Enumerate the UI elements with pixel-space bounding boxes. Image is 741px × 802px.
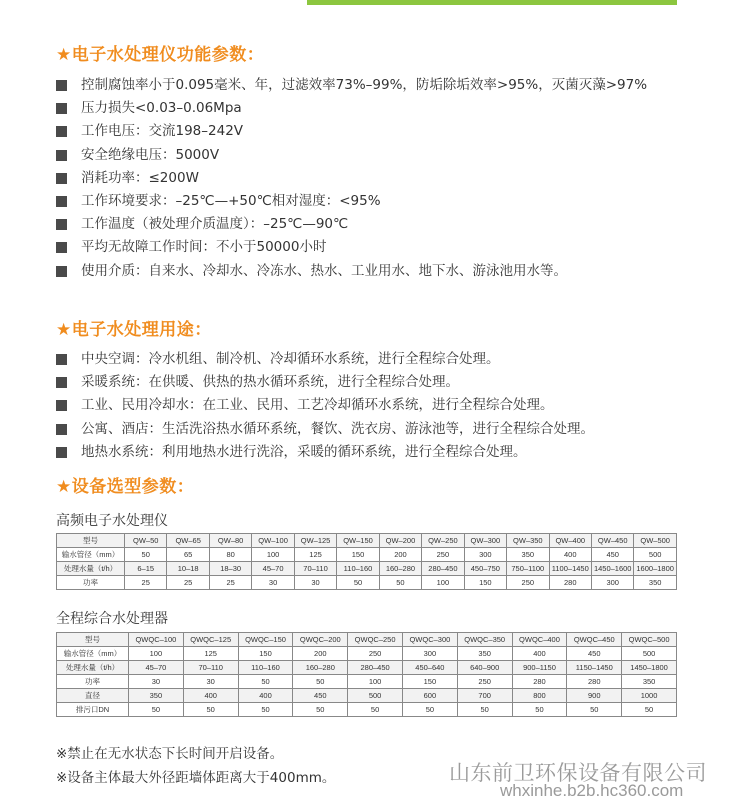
bullet-square-icon bbox=[56, 424, 67, 435]
row-header-cell: 排污口DN bbox=[57, 703, 129, 717]
list-item-text: 工作温度（被处理介质温度）：–25℃—90℃ bbox=[81, 216, 349, 233]
table-cell: 400 bbox=[238, 689, 293, 703]
table-cell: 280–450 bbox=[422, 562, 464, 576]
table-cell: 350 bbox=[634, 576, 676, 590]
bullet-square-icon bbox=[56, 219, 67, 230]
table-cell: 900–1150 bbox=[512, 661, 567, 675]
table-cell: 160–280 bbox=[293, 661, 348, 675]
table-cell: 200 bbox=[379, 548, 421, 562]
table-cell: 500 bbox=[622, 647, 677, 661]
bullet-square-icon bbox=[56, 377, 67, 388]
table-cell: 125 bbox=[183, 647, 238, 661]
bullet-square-icon bbox=[56, 103, 67, 114]
table-cell: 30 bbox=[183, 675, 238, 689]
list-item bbox=[56, 97, 696, 120]
table-cell: QW–500 bbox=[634, 534, 676, 548]
table-cell: QW–250 bbox=[422, 534, 464, 548]
row-header-cell: 型号 bbox=[57, 534, 125, 548]
table-row bbox=[57, 633, 677, 647]
table-cell: 25 bbox=[167, 576, 209, 590]
table-cell: 50 bbox=[512, 703, 567, 717]
bullet-square-icon bbox=[56, 400, 67, 411]
table-cell: 900 bbox=[567, 689, 622, 703]
high-frequency-spec-table bbox=[56, 533, 677, 590]
row-header-cell: 输水管径（mm） bbox=[57, 647, 129, 661]
bullet-square-icon bbox=[56, 354, 67, 365]
row-header-cell: 处理水量（t/h） bbox=[57, 562, 125, 576]
table-cell: 450–640 bbox=[402, 661, 457, 675]
table-cell: 30 bbox=[252, 576, 294, 590]
row-header-cell: 输水管径（mm） bbox=[57, 548, 125, 562]
table-cell: 100 bbox=[252, 548, 294, 562]
table-row bbox=[57, 675, 677, 689]
table-cell: 250 bbox=[457, 675, 512, 689]
table-cell: 70–110 bbox=[183, 661, 238, 675]
note-2: ※设备主体最大外径距墙体距离大于400mm。 bbox=[56, 770, 336, 786]
note-1: ※禁止在无水状态下长时间开启设备。 bbox=[56, 746, 284, 762]
table-cell: 110–160 bbox=[238, 661, 293, 675]
table-row bbox=[57, 548, 677, 562]
table-cell: 80 bbox=[209, 548, 251, 562]
table1-title: 高频电子水处理仪 bbox=[56, 513, 168, 529]
table-cell: 45–70 bbox=[129, 661, 184, 675]
list-item-text: 压力损失<0.03–0.06Mpa bbox=[81, 100, 242, 117]
table-row bbox=[57, 534, 677, 548]
table-cell: QW–80 bbox=[209, 534, 251, 548]
bullet-square-icon bbox=[56, 80, 67, 91]
list-item-text: 工作电压：交流198–242V bbox=[81, 123, 244, 140]
table-cell: 1000 bbox=[622, 689, 677, 703]
table-cell: 300 bbox=[464, 548, 506, 562]
table-cell: QWQC–300 bbox=[402, 633, 457, 647]
list-item bbox=[56, 348, 696, 371]
table-cell: QWQC–125 bbox=[183, 633, 238, 647]
bullet-square-icon bbox=[56, 150, 67, 161]
section-heading-uses: ★电子水处理用途： bbox=[56, 320, 212, 340]
list-item bbox=[56, 236, 696, 259]
table-cell: 350 bbox=[622, 675, 677, 689]
list-item-text: 中央空调：冷水机组、制冷机、冷却循环水系统，进行全程综合处理。 bbox=[81, 351, 500, 367]
table-cell: 50 bbox=[379, 576, 421, 590]
table-cell: 1150–1450 bbox=[567, 661, 622, 675]
table-cell: 280 bbox=[549, 576, 591, 590]
list-item-text: 平均无故障工作时间：不小于50000小时 bbox=[81, 239, 327, 256]
table-cell: 50 bbox=[457, 703, 512, 717]
table-cell: QW–100 bbox=[252, 534, 294, 548]
table-cell: 160–280 bbox=[379, 562, 421, 576]
table-cell: 6–15 bbox=[125, 562, 167, 576]
table-cell: 50 bbox=[238, 675, 293, 689]
table-row bbox=[57, 576, 677, 590]
table-cell: 700 bbox=[457, 689, 512, 703]
list-item-text: 控制腐蚀率小于0.095毫米、年，过滤效率73%–99%，防垢除垢效率>95%，灭菌灭藻>97% bbox=[81, 77, 648, 93]
table-cell: 1600–1800 bbox=[634, 562, 676, 576]
params-list bbox=[56, 74, 696, 283]
table-cell: QWQC–100 bbox=[129, 633, 184, 647]
list-item bbox=[56, 74, 696, 97]
table-cell: QW–65 bbox=[167, 534, 209, 548]
bullet-square-icon bbox=[56, 126, 67, 137]
list-item-text: 安全绝缘电压：5000V bbox=[81, 146, 220, 163]
table-row bbox=[57, 647, 677, 661]
table-cell: QW–150 bbox=[337, 534, 379, 548]
table-cell: QWQC–150 bbox=[238, 633, 293, 647]
table-cell: 100 bbox=[422, 576, 464, 590]
table-cell: 280 bbox=[567, 675, 622, 689]
table-cell: 50 bbox=[622, 703, 677, 717]
list-item bbox=[56, 144, 696, 167]
table-cell: 100 bbox=[129, 647, 184, 661]
row-header-cell: 功率 bbox=[57, 675, 129, 689]
full-process-spec-table bbox=[56, 632, 677, 717]
list-item bbox=[56, 441, 696, 464]
bullet-square-icon bbox=[56, 266, 67, 277]
list-item-text: 地热水系统：利用地热水进行洗浴，采暖的循环系统，进行全程综合处理。 bbox=[81, 443, 527, 460]
table-cell: 50 bbox=[238, 703, 293, 717]
table-cell: QW–450 bbox=[591, 534, 633, 548]
table2-title: 全程综合水处理器 bbox=[56, 611, 168, 627]
row-header-cell: 功率 bbox=[57, 576, 125, 590]
table-cell: 350 bbox=[507, 548, 549, 562]
table-cell: 1450–1600 bbox=[591, 562, 633, 576]
table-cell: 110–160 bbox=[337, 562, 379, 576]
row-header-cell: 型号 bbox=[57, 633, 129, 647]
table-cell: 70–110 bbox=[294, 562, 336, 576]
table-row bbox=[57, 689, 677, 703]
table-cell: 50 bbox=[125, 548, 167, 562]
table-cell: 65 bbox=[167, 548, 209, 562]
table-cell: 640–900 bbox=[457, 661, 512, 675]
table-cell: 250 bbox=[348, 647, 403, 661]
table-cell: QWQC–200 bbox=[293, 633, 348, 647]
top-accent-bar bbox=[307, 0, 677, 5]
table-cell: 18–30 bbox=[209, 562, 251, 576]
list-item bbox=[56, 120, 696, 143]
list-item-text: 工作环境要求：–25℃—+50℃相对湿度：<95% bbox=[81, 193, 381, 210]
table-cell: 400 bbox=[183, 689, 238, 703]
section-heading-selection: ★设备选型参数： bbox=[56, 477, 195, 497]
table-cell: 150 bbox=[238, 647, 293, 661]
table-cell: 800 bbox=[512, 689, 567, 703]
table-cell: 450 bbox=[293, 689, 348, 703]
table-cell: 200 bbox=[293, 647, 348, 661]
table-cell: 500 bbox=[634, 548, 676, 562]
table-cell: 30 bbox=[294, 576, 336, 590]
table-cell: 750–1100 bbox=[507, 562, 549, 576]
table-cell: QW–125 bbox=[294, 534, 336, 548]
table-cell: 400 bbox=[512, 647, 567, 661]
list-item-text: 工业、民用冷却水：在工业、民用、工艺冷却循环水系统，进行全程综合处理。 bbox=[81, 397, 554, 414]
table-cell: QW–350 bbox=[507, 534, 549, 548]
watermark-company: 山东前卫环保设备有限公司 bbox=[449, 761, 707, 785]
table-cell: 250 bbox=[507, 576, 549, 590]
row-header-cell: 处理水量（t/h） bbox=[57, 661, 129, 675]
table-cell: 250 bbox=[422, 548, 464, 562]
table-cell: 280–450 bbox=[348, 661, 403, 675]
table-cell: 150 bbox=[402, 675, 457, 689]
table-cell: QWQC–350 bbox=[457, 633, 512, 647]
list-item bbox=[56, 190, 696, 213]
table-cell: 300 bbox=[402, 647, 457, 661]
table-cell: QWQC–500 bbox=[622, 633, 677, 647]
table-cell: 150 bbox=[464, 576, 506, 590]
table-cell: 50 bbox=[183, 703, 238, 717]
table-cell: 125 bbox=[294, 548, 336, 562]
list-item bbox=[56, 213, 696, 236]
table-cell: 50 bbox=[337, 576, 379, 590]
table-cell: 450 bbox=[567, 647, 622, 661]
table-cell: QW–400 bbox=[549, 534, 591, 548]
list-item bbox=[56, 394, 696, 417]
row-header-cell: 直径 bbox=[57, 689, 129, 703]
list-item bbox=[56, 418, 696, 441]
list-item-text: 采暖系统：在供暖、供热的热水循环系统，进行全程综合处理。 bbox=[81, 374, 459, 391]
table-cell: 50 bbox=[293, 675, 348, 689]
table-cell: QW–300 bbox=[464, 534, 506, 548]
table-cell: 150 bbox=[337, 548, 379, 562]
table-cell: QWQC–450 bbox=[567, 633, 622, 647]
list-item-text: 使用介质：自来水、冷却水、冷冻水、热水、工业用水、地下水、游泳池用水等。 bbox=[81, 262, 567, 279]
table-cell: 600 bbox=[402, 689, 457, 703]
table-cell: 25 bbox=[209, 576, 251, 590]
table-cell: 300 bbox=[591, 576, 633, 590]
table-cell: 280 bbox=[512, 675, 567, 689]
table-row bbox=[57, 562, 677, 576]
bullet-square-icon bbox=[56, 447, 67, 458]
bullet-square-icon bbox=[56, 196, 67, 207]
table-cell: QWQC–250 bbox=[348, 633, 403, 647]
table-row bbox=[57, 661, 677, 675]
table-cell: 50 bbox=[129, 703, 184, 717]
watermark-url: whxinhe.b2b.hc360.com bbox=[500, 781, 684, 800]
table-cell: 30 bbox=[129, 675, 184, 689]
list-item bbox=[56, 167, 696, 190]
table-cell: 450 bbox=[591, 548, 633, 562]
table-cell: 50 bbox=[348, 703, 403, 717]
table-cell: 450–750 bbox=[464, 562, 506, 576]
bullet-square-icon bbox=[56, 242, 67, 253]
table-cell: QWQC–400 bbox=[512, 633, 567, 647]
table-cell: 50 bbox=[402, 703, 457, 717]
table-cell: 50 bbox=[567, 703, 622, 717]
table-cell: 10–18 bbox=[167, 562, 209, 576]
table-row bbox=[57, 703, 677, 717]
list-item-text: 消耗功率：≤200W bbox=[81, 169, 199, 186]
list-item-text: 公寓、酒店：生活洗浴热水循环系统，餐饮、洗衣房、游泳池等，进行全程综合处理。 bbox=[81, 420, 594, 437]
bullet-square-icon bbox=[56, 173, 67, 184]
table-cell: 50 bbox=[293, 703, 348, 717]
table-cell: 350 bbox=[457, 647, 512, 661]
table-cell: 100 bbox=[348, 675, 403, 689]
table-cell: 400 bbox=[549, 548, 591, 562]
table-cell: 350 bbox=[129, 689, 184, 703]
table-cell: 1100–1450 bbox=[549, 562, 591, 576]
list-item bbox=[56, 371, 696, 394]
table-cell: QW–200 bbox=[379, 534, 421, 548]
table-cell: 45–70 bbox=[252, 562, 294, 576]
table-cell: 500 bbox=[348, 689, 403, 703]
table-cell: 25 bbox=[125, 576, 167, 590]
list-item bbox=[56, 260, 696, 283]
section-heading-params: ★电子水处理仪功能参数： bbox=[56, 45, 265, 65]
table-cell: QW–50 bbox=[125, 534, 167, 548]
uses-list bbox=[56, 348, 696, 464]
table-cell: 1450–1800 bbox=[622, 661, 677, 675]
